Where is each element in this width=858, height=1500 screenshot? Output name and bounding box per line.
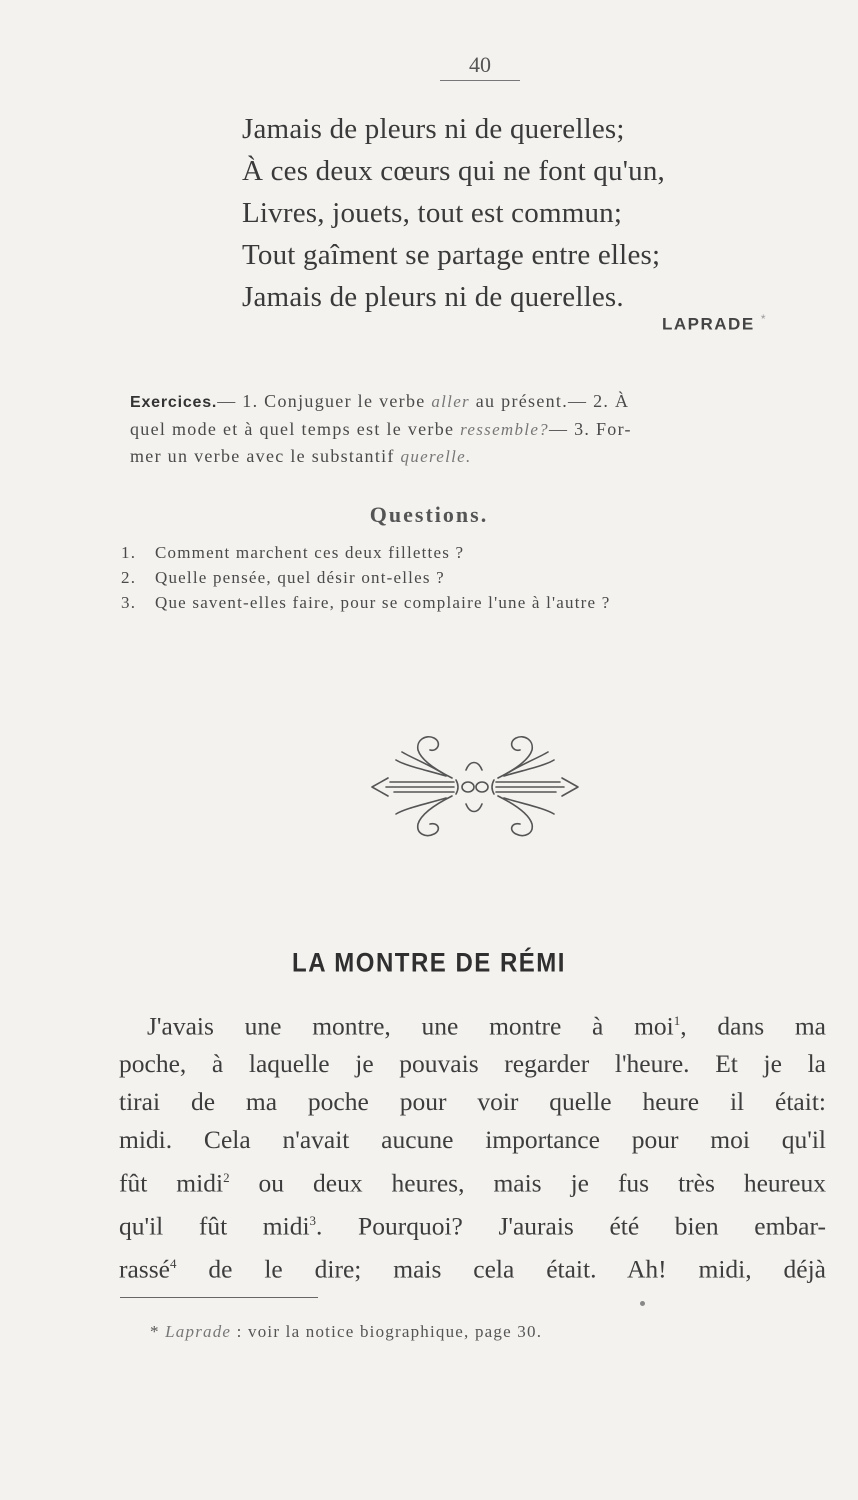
exercises-text: — 1. Conjuguer le verbe xyxy=(217,391,432,411)
questions-title: Questions. xyxy=(369,502,489,527)
text-line: poche, à laquelle je pouvais regarder l'heure. Et je la xyxy=(119,1049,826,1079)
text-segment: rassé xyxy=(119,1254,170,1284)
exercises-paragraph xyxy=(130,388,836,470)
footnote-divider xyxy=(120,1297,318,1298)
question-number: 2. xyxy=(121,568,137,587)
author-name: LAPRADE xyxy=(662,314,755,334)
chapter-text xyxy=(119,1002,826,1289)
text-line xyxy=(119,1159,826,1202)
exercises-italic-word: aller xyxy=(431,392,470,411)
exercises-text: au présent.— 2. À xyxy=(469,391,630,411)
exercises-italic-word: ressemble? xyxy=(460,420,549,439)
question-text: Quelle pensée, quel désir ont-elles ? xyxy=(155,568,445,587)
footnote-ref: 4 xyxy=(169,1256,177,1272)
text-segment: de le dire; mais cela était. Ah! midi, déjà xyxy=(176,1254,826,1284)
footnote-text: : voir la notice biographique, page 30. xyxy=(231,1322,543,1341)
exercises-text: quel mode et à quel temps est le verbe xyxy=(130,419,461,439)
question-item xyxy=(121,590,610,615)
text-segment: qu'il fût midi xyxy=(119,1211,310,1241)
footnote-ref: 3 xyxy=(309,1212,317,1228)
text-segment: . Pourquoi? J'aurais été bien embar- xyxy=(316,1211,826,1241)
question-item xyxy=(121,540,610,565)
question-item xyxy=(121,565,610,590)
poem-line: À ces deux cœurs qui ne font qu'un, xyxy=(242,155,665,187)
poem-line: Tout gaîment se partage entre elles; xyxy=(242,239,661,271)
decorative-ornament-icon xyxy=(366,730,584,840)
text-line: tirai de ma poche pour voir quelle heure il était: xyxy=(119,1087,826,1117)
exercises-italic-word: querelle. xyxy=(400,447,472,466)
footnote-author: Laprade xyxy=(165,1322,232,1341)
text-segment: J'avais une montre, une montre à moi xyxy=(147,1011,674,1041)
question-number: 1. xyxy=(121,543,137,562)
footnote-mark: * xyxy=(150,1322,160,1341)
text-segment: , dans ma xyxy=(680,1011,826,1041)
exercises-text: — 3. For- xyxy=(548,419,632,439)
exercises-label: Exercices. xyxy=(130,394,218,411)
question-number: 3. xyxy=(121,593,137,612)
footnote-ref: 2 xyxy=(223,1169,230,1185)
exercises-text: mer un verbe avec le substantif xyxy=(130,446,401,466)
text-line: midi. Cela n'avait aucune importance pour moi qu'il xyxy=(119,1124,826,1154)
text-line xyxy=(119,1202,826,1245)
chapter-title: LA MONTRE DE RÉMI xyxy=(292,948,566,979)
poem-line: Jamais de pleurs ni de querelles. xyxy=(242,281,624,313)
speck-mark xyxy=(640,1301,645,1306)
text-line xyxy=(119,1002,826,1045)
author-footnote-mark: * xyxy=(760,312,768,326)
poem-stanza xyxy=(242,108,665,318)
question-text: Que savent-elles faire, pour se complaire l'une à l'autre ? xyxy=(155,593,611,612)
poem-author xyxy=(662,312,767,335)
footnote xyxy=(150,1322,542,1342)
poem-line: Livres, jouets, tout est commun; xyxy=(242,197,623,229)
questions-list xyxy=(121,540,610,615)
question-text: Comment marchent ces deux fillettes ? xyxy=(155,543,465,562)
text-segment: ou deux heures, mais je fus très heureux xyxy=(229,1168,826,1198)
footnote-ref: 1 xyxy=(673,1013,681,1028)
poem-line: Jamais de pleurs ni de querelles; xyxy=(242,113,625,145)
text-line xyxy=(119,1245,826,1288)
page-number: 40 xyxy=(440,52,520,81)
text-segment: fût midi xyxy=(119,1168,224,1198)
